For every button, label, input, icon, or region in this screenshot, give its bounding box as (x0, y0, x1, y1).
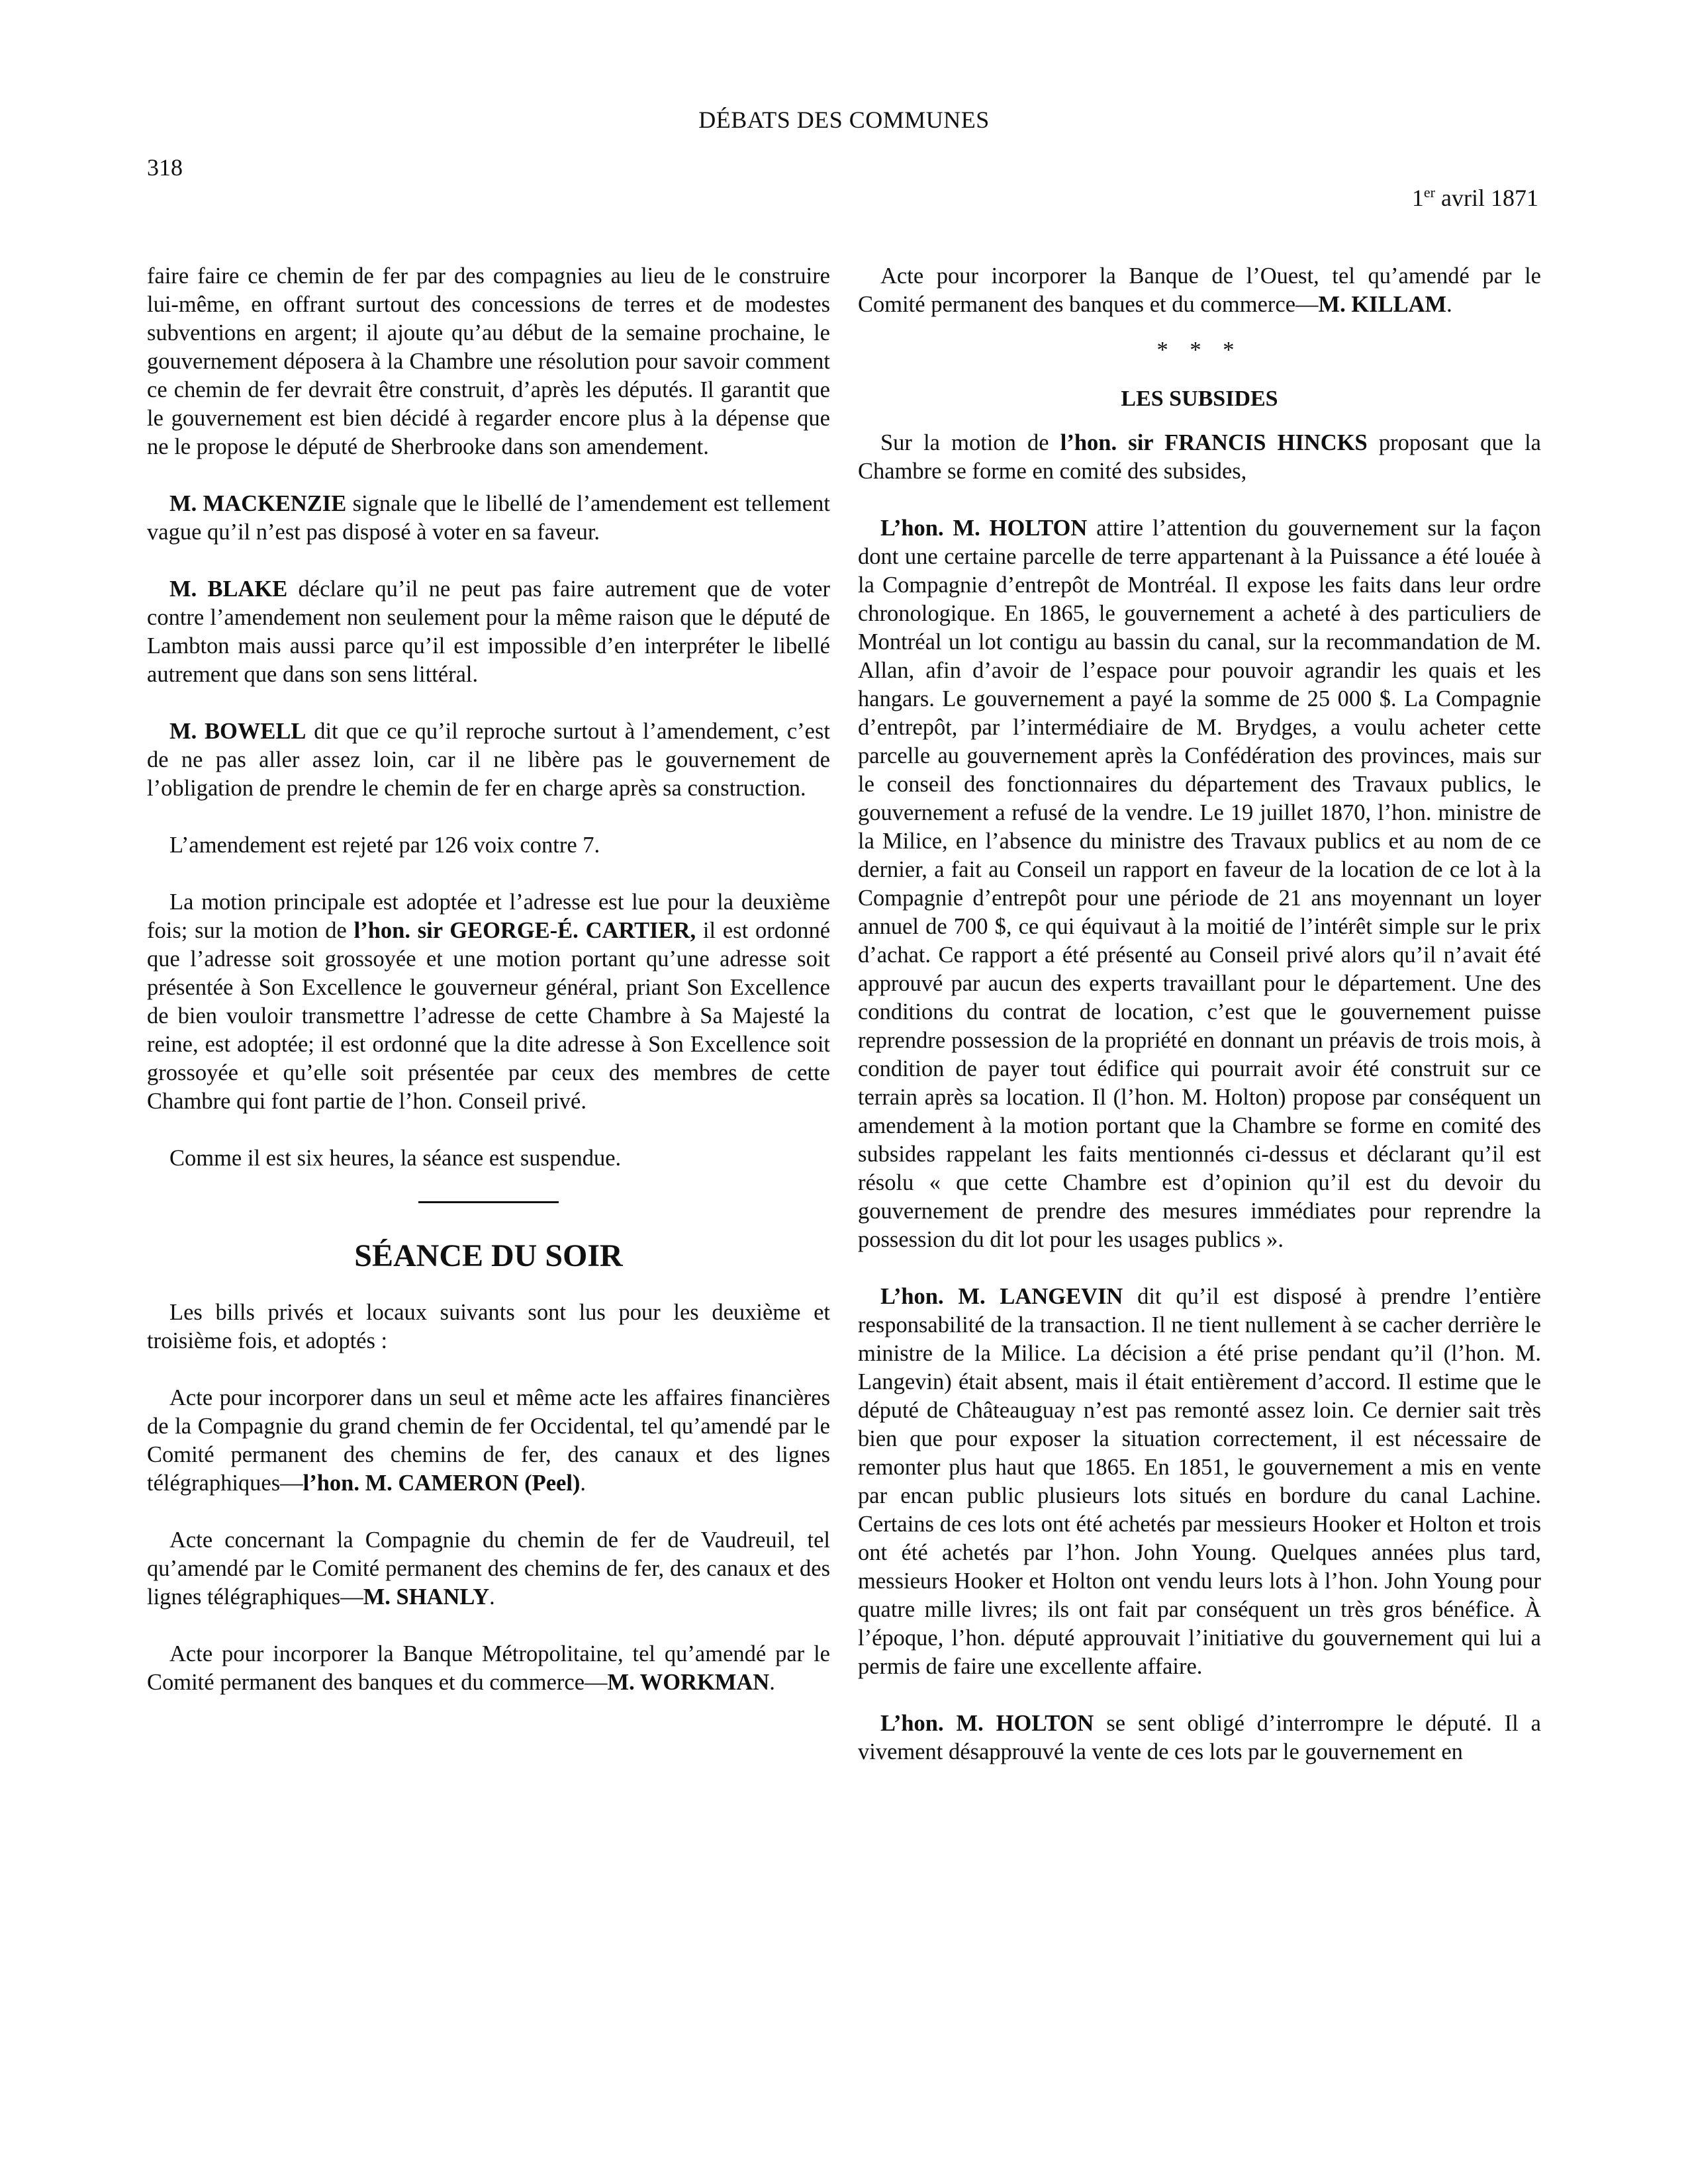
paragraph-bill (147, 1526, 830, 1612)
speaker-name: L’hon. M. HOLTON (880, 1711, 1094, 1736)
paragraph-bills-intro: Les bills privés et locaux suivants sont lus pour les deuxième et troisième fois, et adoptés : (147, 1300, 830, 1353)
paragraph-mackenzie (147, 490, 830, 547)
paragraph-bill (858, 262, 1541, 319)
motion-text: Sur la motion de (880, 430, 1060, 455)
page-date (1412, 184, 1538, 212)
paragraph-supply-motion (858, 429, 1541, 486)
speaker-name: l’hon. sir GEORGE-É. CARTIER, (353, 918, 696, 943)
left-column (147, 262, 830, 1697)
paragraph-holton (858, 514, 1541, 1254)
right-column (858, 262, 1541, 1766)
paragraph-bowell (147, 717, 830, 803)
running-title: DÉBATS DES COMMUNES (698, 107, 990, 133)
date-rest: avril 1871 (1435, 185, 1538, 211)
bill-end: . (489, 1584, 495, 1610)
bill-text: Acte pour incorporer dans un seul et même acte les affaires financières de la Compagnie du grand chemin de fer Occidental, tel qu’amendé par le Comité permanent des chemins de fer, des canaux et des lignes télégraphiques— (147, 1385, 830, 1496)
bill-sponsor: l’hon. M. CAMERON (Peel) (303, 1471, 581, 1496)
speech-text: se sent obligé d’interrompre le député. Il a vivement désapprouvé la vente de ces lots par le gouvernement en (858, 1711, 1541, 1764)
bill-end: . (1446, 292, 1452, 317)
date-day: 1 (1411, 185, 1424, 211)
section-heading: LES SUBSIDES (1121, 387, 1278, 411)
paragraph-holton-interrupt (858, 1709, 1541, 1766)
section-divider (418, 1201, 559, 1203)
speech-text: dit que ce qu’il reproche surtout à l’amendement, c’est de ne pas aller assez loin, car il ne libère pas le gouvernement de l’obligation de prendre le chemin de fer en charge après sa construction. (147, 719, 830, 801)
section-title: SÉANCE DU SOIR (354, 1238, 623, 1273)
speech-text: dit qu’il est disposé à prendre l’entière responsabilité de la transaction. Il ne tient nullement à se cacher derrière le ministre de la Milice. La décision a été prise pendant qu’il (l’hon. M. Langevin) était absent, mais il était entièrement d’accord. Il estime que le député de Châteauguay n’est pas remonté assez loin. Ce dernier sait très bien que pour exposer la situation correctement, il est nécessaire de remonter plus haut que 1865. En 1851, le gouvernement a mis en vente par encan public plusieurs lots situés en bordure du canal Lachine. Certains de ces lots ont été achetés par messieurs Hooker et Holton et trois ont été achetés par l’hon. John Young. Quelques années plus tard, messieurs Hooker et Holton ont vendu leurs lots à l’hon. John Young pour quatre mille livres; ils ont fait par conséquent un très gros bénéfice. À l’époque, l’hon. député approuvait l’initiative du gouvernement qui lui a permis de faire une excellente affaire. (858, 1284, 1541, 1679)
motion-text: proposant que la Chambre se forme en comité des subsides, (858, 430, 1541, 484)
date-ordinal: er (1423, 184, 1436, 201)
paragraph-bill (147, 1384, 830, 1498)
page-number: 318 (147, 154, 183, 181)
paragraph-blake (147, 575, 830, 689)
bill-text: Acte concernant la Compagnie du chemin de fer de Vaudreuil, tel qu’amendé par le Comité permanent des chemins de fer, des canaux et des lignes télégraphiques— (147, 1527, 830, 1610)
paragraph-adjourn: Comme il est six heures, la séance est suspendue. (169, 1146, 622, 1171)
bill-sponsor: M. WORKMAN (607, 1670, 770, 1695)
paragraph-continuation: faire faire ce chemin de fer par des compagnies au lieu de le construire lui-même, en offrant surtout des concessions de terres et de modestes subventions en argent; il ajoute qu’au début de la semaine prochaine, le gouvernement déposera à la Chambre une résolution pour savoir comment ce chemin de fer devrait être construit, d’après les députés. Il garantit que le gouvernement est bien décidé à regarder encore plus à la dépense que ne le propose le député de Sherbrooke dans son amendement. (147, 263, 830, 459)
paragraph-main-motion (147, 888, 830, 1116)
paragraph-langevin (858, 1283, 1541, 1681)
motion-text: il est ordonné que l’adresse soit grossoyée et une motion portant qu’une adresse soit présentée à Son Excellence le gouverneur général, priant Son Excellence de bien vouloir transmettre l’adresse de cette Chambre à Sa Majesté la reine, est adoptée; il est ordonné que la dite adresse à Son Excellence soit grossoyée et qu’elle soit présentée par ceux des membres de cette Chambre qui font partie de l’hon. Conseil privé. (147, 918, 831, 1114)
speech-text: déclare qu’il ne peut pas faire autrement que de voter contre l’amendement non seulement pour la même raison que le député de Lambton mais aussi parce qu’il est impossible d’en interpréter le libellé autrement que dans son sens littéral. (147, 576, 830, 687)
bill-text: Acte pour incorporer la Banque de l’Ouest, tel qu’amendé par le Comité permanent des banques et du commerce— (858, 263, 1541, 317)
paragraph-vote: L’amendement est rejeté par 126 voix contre 7. (169, 833, 600, 858)
bill-end: . (580, 1471, 586, 1496)
bill-sponsor: M. SHANLY (363, 1584, 490, 1610)
speaker-name: L’hon. M. HOLTON (880, 516, 1088, 541)
speaker-name: M. BLAKE (169, 576, 288, 602)
speaker-name: L’hon. M. LANGEVIN (880, 1284, 1123, 1309)
paragraph-bill (147, 1640, 830, 1697)
speaker-name: M. BOWELL (169, 719, 306, 744)
motion-text: La motion principale est adoptée et l’adresse est lue pour la deuxième fois; sur la motion de (147, 889, 830, 943)
bill-text: Acte pour incorporer la Banque Métropolitaine, tel qu’amendé par le Comité permanent des banques et du commerce— (147, 1641, 830, 1695)
speaker-name: M. MACKENZIE (169, 491, 347, 516)
speaker-name: l’hon. sir FRANCIS HINCKS (1060, 430, 1368, 455)
speech-text: signale que le libellé de l’amendement est tellement vague qu’il n’est pas disposé à voter en sa faveur. (147, 491, 830, 545)
speech-text: attire l’attention du gouvernement sur la façon dont une certaine parcelle de terre appartenant à la Puissance a été louée à la Compagnie d’entrepôt de Montréal. Il expose les faits dans leur ordre chronologique. En 1865, le gouvernement a acheté à des particuliers de Montréal un lot contigu au bassin du canal, sur la recommandation de M. Allan, afin d’avoir de l’espace pour pouvoir agrandir les quais et les hangars. Le gouvernement a payé la somme de 25 000 $. La Compagnie d’entrepôt, par l’intermédiaire de M. Brydges, a voulu acheter cette parcelle au gouvernement après la Confédération des provinces, mais sur le conseil des fonctionnaires du département des Travaux publics, le gouvernement a refusé de la vendre. Le 19 juillet 1870, l’hon. ministre de la Milice, en l’absence du ministre des Travaux publics et au nom de ce dernier, a fait au Conseil un rapport en faveur de la location de ce lot à la Compagnie d’entrepôt pour une période de 21 ans moyennant un loyer annuel de 700 $, ce qui équivaut à la moitié de l’intérêt simple sur le prix d’achat. Ce rapport a été présenté au Conseil privé alors qu’il n’avait été approuvé par aucun des experts travaillant pour le département. Une des conditions du contrat de location, c’est que le gouvernement puisse reprendre possession de la propriété en donnant un préavis de trois mois, à condition de payer tout édifice qui pourrait avoir été construit sur ce terrain après sa location. Il (l’hon. M. Holton) propose par conséquent un amendement à la motion portant que la Chambre se forme en comité des subsides rappelant les faits mentionnés ci-dessus et déclarant qu’il est résolu « que cette Chambre est d’opinion qu’il est du devoir du gouvernement de prendre des mesures immédiates pour reprendre la possession du dit lot pour les usages publics ». (858, 516, 1541, 1252)
section-separator-stars: * * * (1156, 338, 1243, 363)
bill-sponsor: M. KILLAM (1318, 292, 1447, 317)
bill-end: . (769, 1670, 775, 1695)
